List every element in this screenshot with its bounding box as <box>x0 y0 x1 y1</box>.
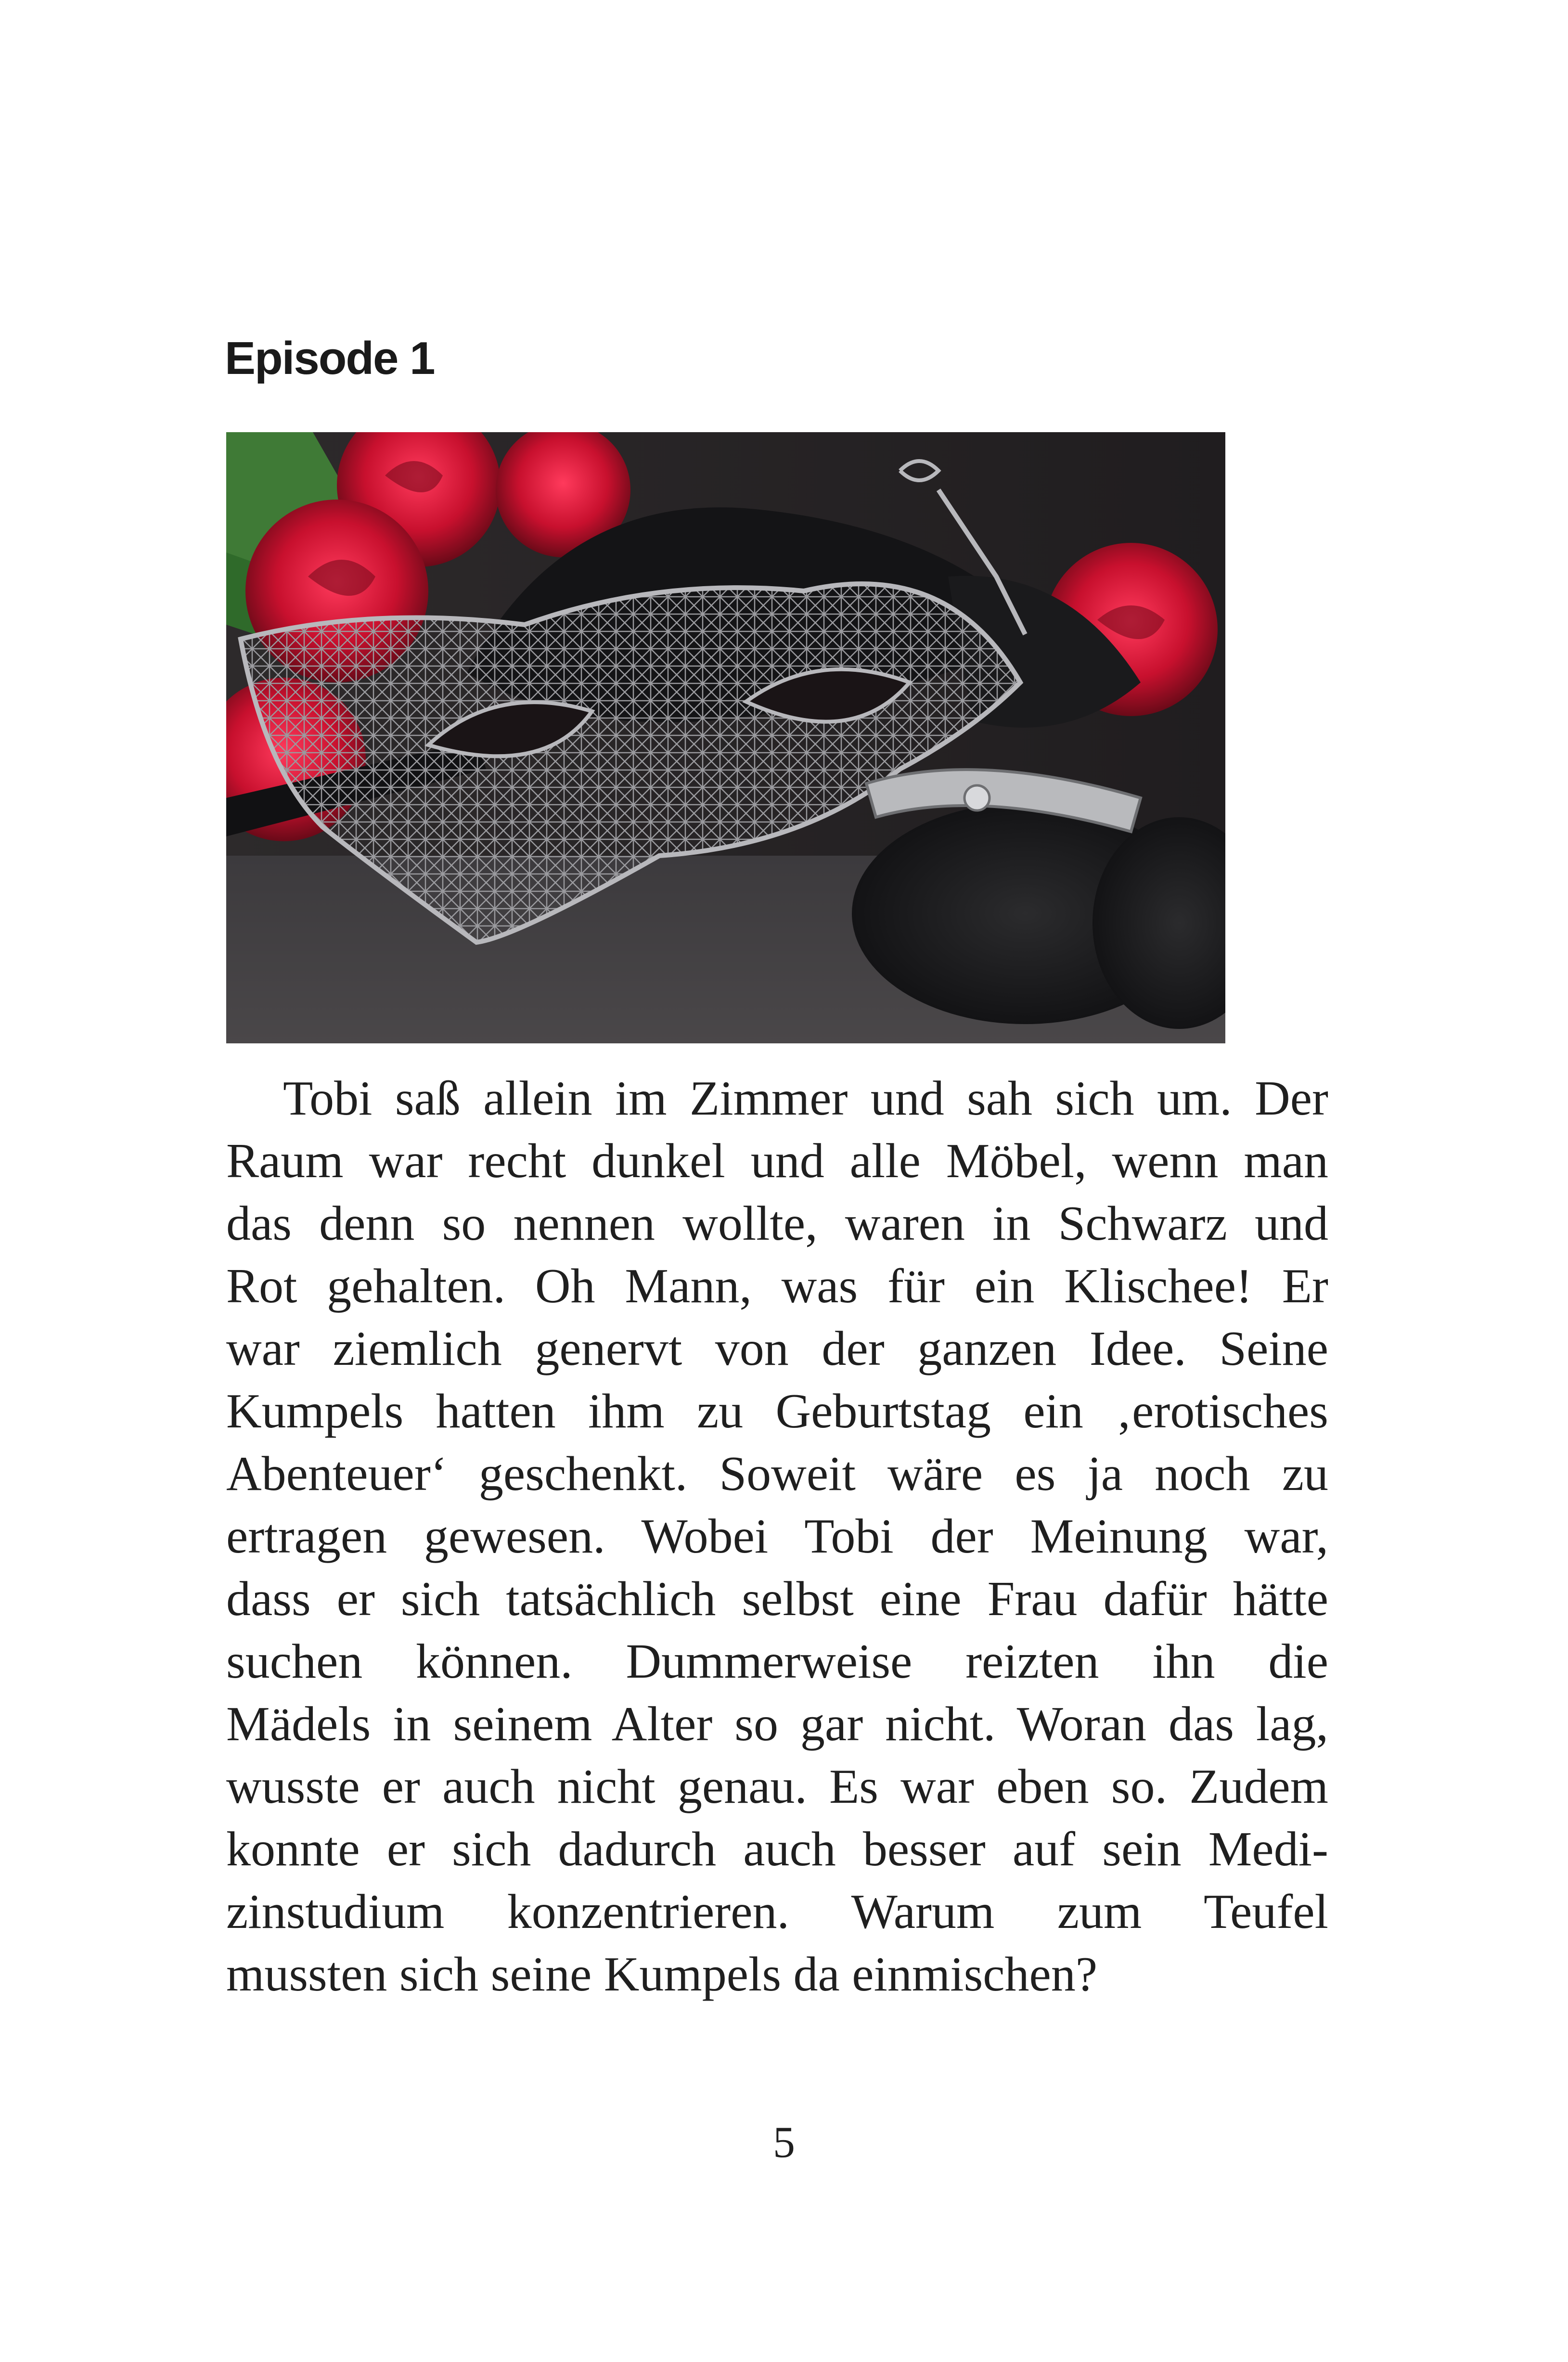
paragraph-line: Raum war recht dunkel und alle Möbel, wenn man <box>226 1134 1328 1188</box>
paragraph-line: war ziemlich genervt von der ganzen Idee. Seine <box>226 1322 1328 1376</box>
paragraph-line: Kumpels hatten ihm zu Geburtstag ein ‚erotisches <box>226 1384 1328 1438</box>
lace-mask-roses-handcuffs-icon <box>226 432 1225 1043</box>
paragraph-line: dass er sich tatsächlich selbst eine Frau dafür hätte <box>226 1572 1328 1626</box>
paragraph-line: suchen können. Dummerweise reizten ihn die <box>226 1634 1328 1689</box>
episode-heading: Episode 1 <box>225 333 435 384</box>
paragraph-line: Abenteuer‘ geschenkt. Soweit wäre es ja noch zu <box>226 1447 1328 1501</box>
paragraph-line: Rot gehalten. Oh Mann, was für ein Klischee! Er <box>226 1259 1328 1313</box>
page-number: 5 <box>773 2118 795 2167</box>
paragraph-line: das denn so nennen wollte, waren in Schwarz und <box>226 1196 1328 1251</box>
paragraph-line: Tobi saß allein im Zimmer und sah sich um. Der <box>283 1071 1328 1126</box>
illustration-photo <box>226 432 1225 1043</box>
paragraph-line: zinstudium konzentrieren. Warum zum Teufel <box>226 1885 1328 1939</box>
paragraph-line: wusste er auch nicht genau. Es war eben so. Zudem <box>226 1759 1328 1814</box>
paragraph-line: Mädels in seinem Alter so gar nicht. Woran das lag, <box>226 1697 1328 1751</box>
paragraph-line: konnte er sich dadurch auch besser auf sein Medi- <box>226 1822 1328 1876</box>
body-paragraph <box>226 1067 1328 2006</box>
paragraph-line: mussten sich seine Kumpels da einmischen? <box>226 1947 1098 2002</box>
paragraph-line: ertragen gewesen. Wobei Tobi der Meinung war, <box>226 1509 1328 1564</box>
